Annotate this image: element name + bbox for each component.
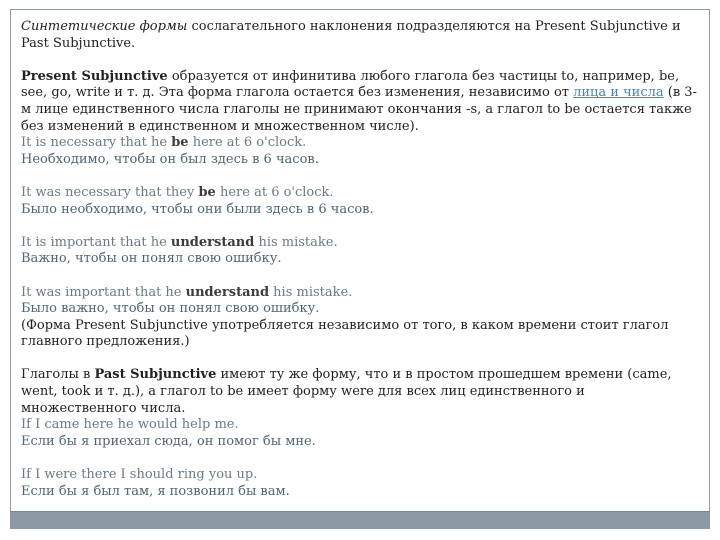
present-term: Present Subjunctive — [21, 68, 168, 84]
example-en-text: his mistake. — [269, 284, 353, 300]
spacer — [21, 351, 697, 368]
example-ru: Если бы я был там, я позвонил бы вам. — [21, 483, 290, 499]
example-en-text: It is important that he — [21, 234, 171, 250]
past-paragraph — [21, 367, 697, 417]
example-en: If I were there I should ring you up. — [21, 467, 258, 483]
footer-bar — [10, 511, 710, 529]
intro-rest: сослагательного наклонения подразделяются на Present Subjunctive и Past Subjunctive. — [21, 19, 681, 51]
example-verb: be — [198, 184, 216, 200]
example-en — [21, 135, 697, 152]
note-paragraph: (Форма Present Subjunctive употребляется независимо от того, в каком времени стоит глагол главного предложения.) — [21, 317, 669, 350]
example-ru: Необходимо, чтобы он был здесь в 6 часов. — [21, 151, 319, 167]
example-en: If I came here he would help me. — [21, 417, 239, 433]
slide-content — [21, 19, 697, 500]
example-en-text: It was important that he — [21, 284, 186, 300]
example-ru: Было необходимо, чтобы они были здесь в 6 часов. — [21, 201, 374, 217]
example-ru: Важно, чтобы он понял свою ошибку. — [21, 251, 282, 267]
intro-paragraph — [21, 19, 697, 52]
example-verb: be — [171, 135, 189, 151]
past-text-1: Глаголы в — [21, 367, 95, 383]
past-term: Past Subjunctive — [94, 367, 217, 383]
example-en — [21, 235, 697, 252]
example-en-text: It is necessary that he — [21, 135, 172, 151]
slide-frame — [10, 9, 710, 528]
example-en-text: here at 6 o'clock. — [188, 135, 307, 151]
example-ru: Если бы я приехал сюда, он помог бы мне. — [21, 433, 316, 449]
person-number-link[interactable]: лица и числа — [573, 85, 664, 101]
example-en-text: here at 6 o'clock. — [215, 184, 334, 200]
example-en — [21, 285, 697, 302]
example-ru: Было важно, чтобы он понял свою ошибку. — [21, 301, 320, 317]
spacer — [21, 268, 697, 285]
present-paragraph — [21, 69, 697, 135]
example-en-text: his mistake. — [254, 234, 338, 250]
spacer — [21, 218, 697, 235]
past-text-2: имеют ту же форму, что и в простом прошедшем времени (came, went, took и т. д.), а глагол to be имеет форму were для всех лиц единственного и множественного числа. — [21, 367, 672, 416]
present-text-1: образуется от инфинитива любого глагола без частицы to, например, be, see, go, write и т. д. Эта форма глагола остается без изменения, независимо от — [21, 68, 680, 101]
example-verb: understand — [170, 234, 255, 250]
spacer — [21, 52, 697, 69]
example-en-text: It was necessary that they — [21, 184, 199, 200]
spacer — [21, 168, 697, 185]
intro-italic: Синтетические формы — [21, 19, 188, 34]
present-text-2: (в 3-м лице единственного числа глаголы не принимают окончания -s, а глагол to be остается также без изменений в единственном и множественном числе). — [21, 85, 697, 134]
spacer — [21, 450, 697, 467]
example-en — [21, 185, 697, 202]
example-verb: understand — [185, 284, 270, 300]
